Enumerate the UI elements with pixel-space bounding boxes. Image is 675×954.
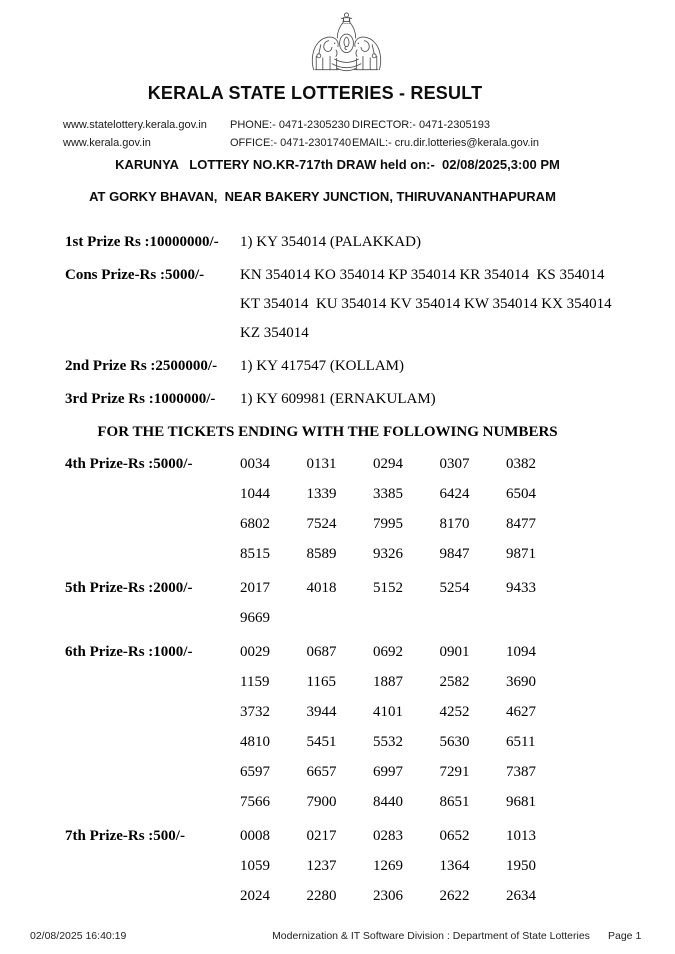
document-header [0,0,675,206]
winning-number: 1094 [506,644,536,660]
kerala-state-emblem [0,0,675,75]
winning-number: 5451 [306,734,337,750]
prize-row [0,261,675,348]
winning-number: 0008 [240,828,270,844]
prize-label: 6th Prize-Rs :1000/- [65,644,193,660]
director-number: DIRECTOR:- 0471-2305193 [352,119,490,131]
results-body [0,228,675,911]
prize-label: Cons Prize-Rs :5000/- [65,267,205,283]
winning-number: 3944 [306,704,337,720]
winning-number: 1237 [306,858,337,874]
ending-prizes-section [0,449,675,911]
winning-number: 0692 [373,644,403,660]
winning-number: 0034 [240,456,270,472]
winning-number: 8477 [506,516,536,532]
prize-values [240,385,436,414]
winning-number: 0217 [306,828,337,844]
ending-prize-row [0,637,675,817]
winning-number: 9326 [373,546,403,562]
prize-row [0,385,675,414]
prize-label: 2nd Prize Rs :2500000/- [65,358,218,374]
winning-number: 5152 [373,580,403,596]
page-title: KERALA STATE LOTTERIES - RESULT [147,83,483,103]
winning-number: 4018 [306,580,337,596]
winning-number: 2306 [373,888,403,904]
print-timestamp: 02/08/2025 16:40:19 [30,930,127,942]
prize-values [240,261,612,348]
winning-number: 2017 [240,580,270,596]
winning-number: 1044 [240,486,270,502]
division-caption: Modernization & IT Software Division : Department of State Lotteries [272,930,590,942]
winning-number: 2582 [439,674,470,690]
winning-number: 1364 [439,858,470,874]
kerala-emblem-icon [307,9,386,75]
winning-number: 2024 [240,888,270,904]
winning-number: 1339 [306,486,337,502]
winning-number: 3385 [373,486,403,502]
winning-number: 7524 [306,516,337,532]
website-kerala: www.kerala.gov.in [63,137,151,149]
winning-number: 0029 [240,644,270,660]
winning-number: 8515 [240,546,270,562]
winning-number: 9681 [506,794,536,810]
winning-number: 2622 [439,888,470,904]
prize-value-line: 1) KY 354014 (PALAKKAD) [240,234,421,250]
winning-number: 7566 [240,794,270,810]
winning-number: 1159 [240,674,270,690]
winning-number: 1165 [306,674,336,690]
winning-number: 5532 [373,734,403,750]
ending-prize-row [0,821,675,911]
winning-numbers-grid [240,449,573,569]
prize-label: 3rd Prize Rs :1000000/- [65,391,216,407]
winning-number: 4627 [506,704,536,720]
winning-number: 9433 [506,580,536,596]
email-address: EMAIL:- cru.dir.lotteries@kerala.gov.in [352,137,540,149]
winning-number: 6657 [306,764,337,780]
contact-info [0,116,675,152]
prize-value-line: KN 354014 KO 354014 KP 354014 KR 354014 KS 354014 [240,267,605,283]
prize-row [0,352,675,381]
winning-number: 0687 [306,644,337,660]
office-number: OFFICE:- 0471-2301740 [230,137,352,149]
venue-line: AT GORKY BHAVAN, NEAR BAKERY JUNCTION, THIRUVANANTHAPURAM [89,189,556,204]
page-footer [0,930,675,944]
winning-number: 1059 [240,858,270,874]
winning-number: 0131 [306,456,337,472]
winning-number: 1950 [506,858,536,874]
winning-number: 0901 [439,644,470,660]
winning-number: 0307 [439,456,470,472]
prize-value-line: 1) KY 417547 (KOLLAM) [240,358,405,374]
winning-number: 9669 [240,610,270,626]
winning-number: 7995 [373,516,403,532]
prize-row [0,228,675,257]
winning-number: 3690 [506,674,536,690]
winning-number: 4252 [439,704,470,720]
draw-info-line: KARUNYA LOTTERY NO.KR-717th DRAW held on:- 02/08/2025,3:00 PM [115,157,560,172]
prize-values [240,352,404,381]
winning-number: 6511 [506,734,536,750]
prize-label: 4th Prize-Rs :5000/- [65,456,193,472]
winning-numbers-grid [240,637,573,817]
winning-number: 3732 [240,704,270,720]
winning-numbers-grid [240,573,573,633]
prize-label: 1st Prize Rs :10000000/- [65,234,219,250]
contact-row [0,116,675,134]
prize-value-line: 1) KY 609981 (ERNAKULAM) [240,391,436,407]
winning-number: 6424 [439,486,470,502]
winning-number: 8440 [373,794,403,810]
phone-number: PHONE:- 0471-2305230 [230,119,350,131]
winning-number: 4101 [373,704,403,720]
winning-number: 1013 [506,828,536,844]
website-statelottery: www.statelottery.kerala.gov.in [63,119,207,131]
prize-value-line: KZ 354014 [240,325,309,341]
winning-number: 6802 [240,516,270,532]
winning-number: 5630 [439,734,470,750]
winning-number: 8589 [306,546,337,562]
winning-number: 6597 [240,764,270,780]
prize-label: 5th Prize-Rs :2000/- [65,580,193,596]
winning-number: 9871 [506,546,536,562]
prize-label: 7th Prize-Rs :500/- [65,828,185,844]
ending-prize-row [0,573,675,633]
winning-number: 0652 [439,828,470,844]
ending-numbers-heading: FOR THE TICKETS ENDING WITH THE FOLLOWING NUMBERS [97,424,558,440]
winning-number: 7900 [306,794,337,810]
winning-number: 0283 [373,828,403,844]
winning-numbers-grid [240,821,573,911]
winning-number: 0382 [506,456,536,472]
contact-row [0,134,675,152]
winning-number: 2280 [306,888,337,904]
winning-number: 8651 [439,794,470,810]
ending-prize-row [0,449,675,569]
winning-number: 1269 [373,858,403,874]
winning-number: 9847 [439,546,470,562]
winning-number: 6997 [373,764,403,780]
winning-number: 6504 [506,486,536,502]
page-number: Page 1 [608,930,642,942]
prize-value-line: KT 354014 KU 354014 KV 354014 KW 354014 KX 354014 [240,296,612,312]
winning-number: 5254 [439,580,470,596]
top-prizes-section [0,228,675,414]
winning-number: 2634 [506,888,536,904]
winning-number: 7387 [506,764,536,780]
winning-number: 1887 [373,674,403,690]
winning-number: 0294 [373,456,403,472]
prize-values [240,228,421,257]
winning-number: 7291 [439,764,470,780]
winning-number: 8170 [439,516,470,532]
winning-number: 4810 [240,734,270,750]
